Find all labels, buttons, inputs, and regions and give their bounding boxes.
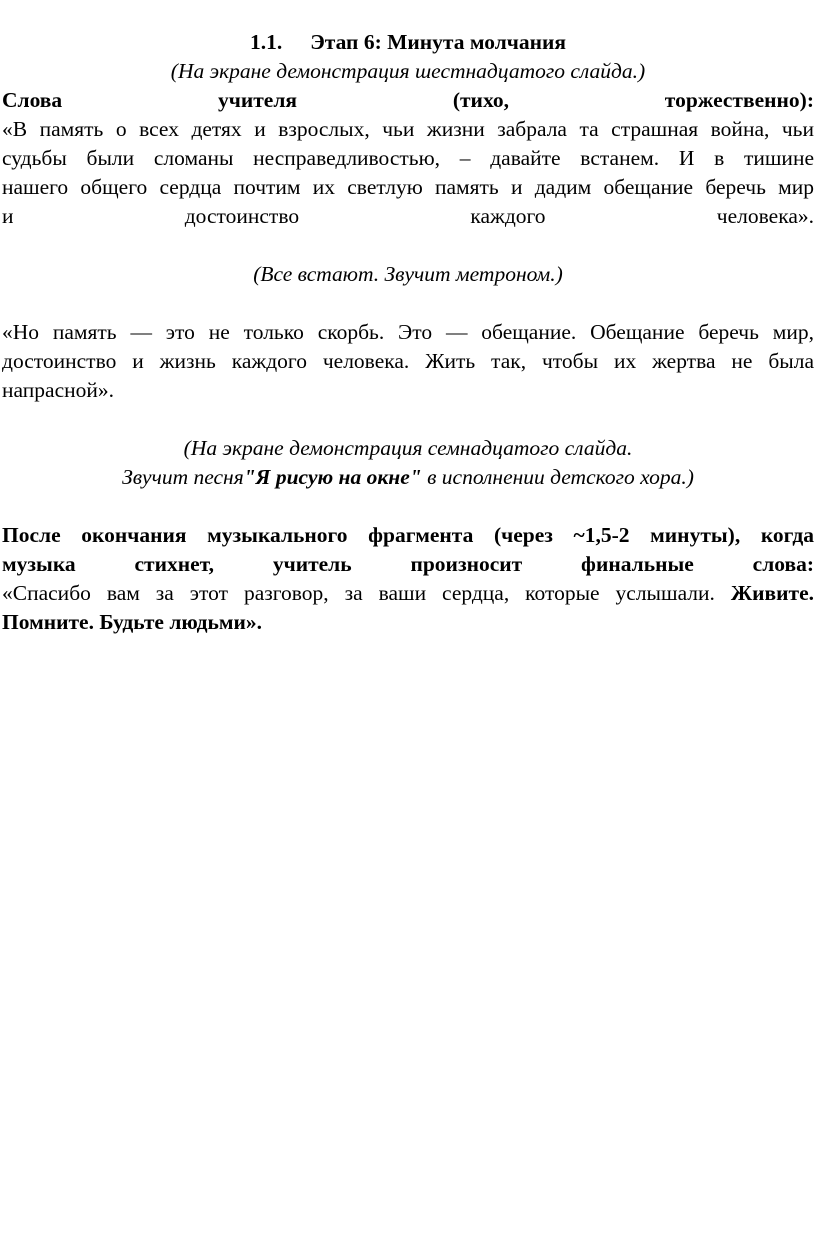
memory-line: напрасной».	[2, 378, 114, 402]
section-heading	[2, 28, 814, 57]
final-label-line: После окончания музыкального фрагмента (через ~1,5-2 минуты), когда	[2, 523, 814, 547]
teacher-line: «В память о всех детях и взрослых, чьи жизни забрала та страшная война, чьи	[2, 117, 814, 141]
section-number: 1.1.	[249, 30, 283, 54]
final-speech-line: «Спасибо вам за этот разговор, за ваши сердца, которые услышали. Живите.	[2, 581, 814, 605]
memory-line: достоинство и жизнь каждого человека. Жить так, чтобы их жертва не была	[2, 349, 814, 373]
document-page	[2, 28, 814, 637]
final-speech-line: Помните. Будьте людьми».	[2, 610, 262, 634]
teacher-line: судьбы были сломаны несправедливостью, – давайте встанем. И в тишине	[2, 146, 814, 170]
teacher-words-label: Слова учителя (тихо, торжественно):	[2, 88, 814, 112]
final-words-block	[2, 521, 814, 637]
memory-paragraph	[2, 318, 814, 405]
song-line: Звучит песня"Я рисую на окне" в исполнении детского хора.)	[122, 465, 694, 489]
teacher-words-speech	[2, 115, 814, 231]
teacher-line: нашего общего сердца почтим их светлую память и дадим обещание беречь мир	[2, 175, 814, 199]
section-title: Этап 6: Минута молчания	[310, 30, 567, 54]
stage-direction-slide17	[2, 434, 814, 492]
final-label-line: музыка стихнет, учитель произносит финальные слова:	[2, 552, 814, 576]
song-title: "Я рисую на окне"	[243, 465, 422, 489]
stage-direction-metronome: (Все встают. Звучит метроном.)	[253, 262, 563, 286]
slide17-line: (На экране демонстрация семнадцатого слайда.	[183, 436, 633, 460]
teacher-line: и достоинство каждого человека».	[2, 204, 814, 228]
stage-direction-slide16: (На экране демонстрация шестнадцатого слайда.)	[170, 59, 646, 83]
memory-line: «Но память — это не только скорбь. Это — обещание. Обещание беречь мир,	[2, 320, 814, 344]
